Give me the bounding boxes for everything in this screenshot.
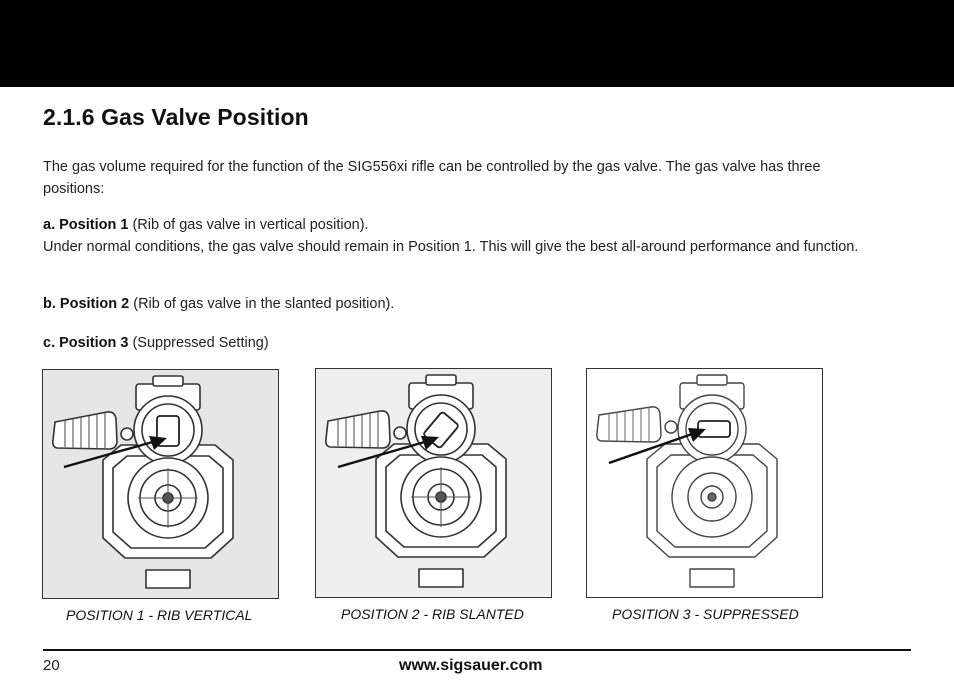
header-bar: [0, 0, 954, 87]
position-2-description: (Rib of gas valve in the slanted position).: [133, 296, 395, 312]
position-1-paragraph: [43, 214, 883, 258]
footer-divider: [43, 649, 911, 651]
caption-position-2: POSITION 2 - RIB SLANTED: [341, 606, 524, 622]
caption-position-3: POSITION 3 - SUPPRESSED: [612, 606, 799, 622]
position-3-description: (Suppressed Setting): [132, 335, 269, 351]
page-number: 20: [43, 657, 60, 674]
position-3-label: c. Position 3: [43, 335, 129, 351]
figure-position-2: [315, 368, 552, 598]
intro-paragraph: The gas volume required for the function of the SIG556xi rifle can be controlled by the gas valve. The gas valve has three positions:: [43, 159, 821, 197]
website-link[interactable]: www.sigsauer.com: [399, 657, 543, 674]
position-2-paragraph: [43, 293, 883, 315]
gas-valve-illustration-vertical: [43, 370, 278, 598]
position-3-paragraph: [43, 332, 883, 354]
position-1-note: Under normal conditions, the gas valve should remain in Position 1. This will give the best all-around performance and function.: [43, 239, 859, 255]
caption-position-1: POSITION 1 - RIB VERTICAL: [66, 607, 253, 623]
figure-position-3: [586, 368, 823, 598]
position-1-label: a. Position 1: [43, 217, 129, 233]
gas-valve-illustration-slanted: [316, 369, 551, 597]
section-title: 2.1.6 Gas Valve Position: [43, 104, 309, 130]
position-1-description: (Rib of gas valve in vertical position).: [132, 217, 369, 233]
position-2-label: b. Position 2: [43, 296, 130, 312]
figure-position-1: [42, 369, 279, 599]
gas-valve-illustration-suppressed: [587, 369, 822, 597]
